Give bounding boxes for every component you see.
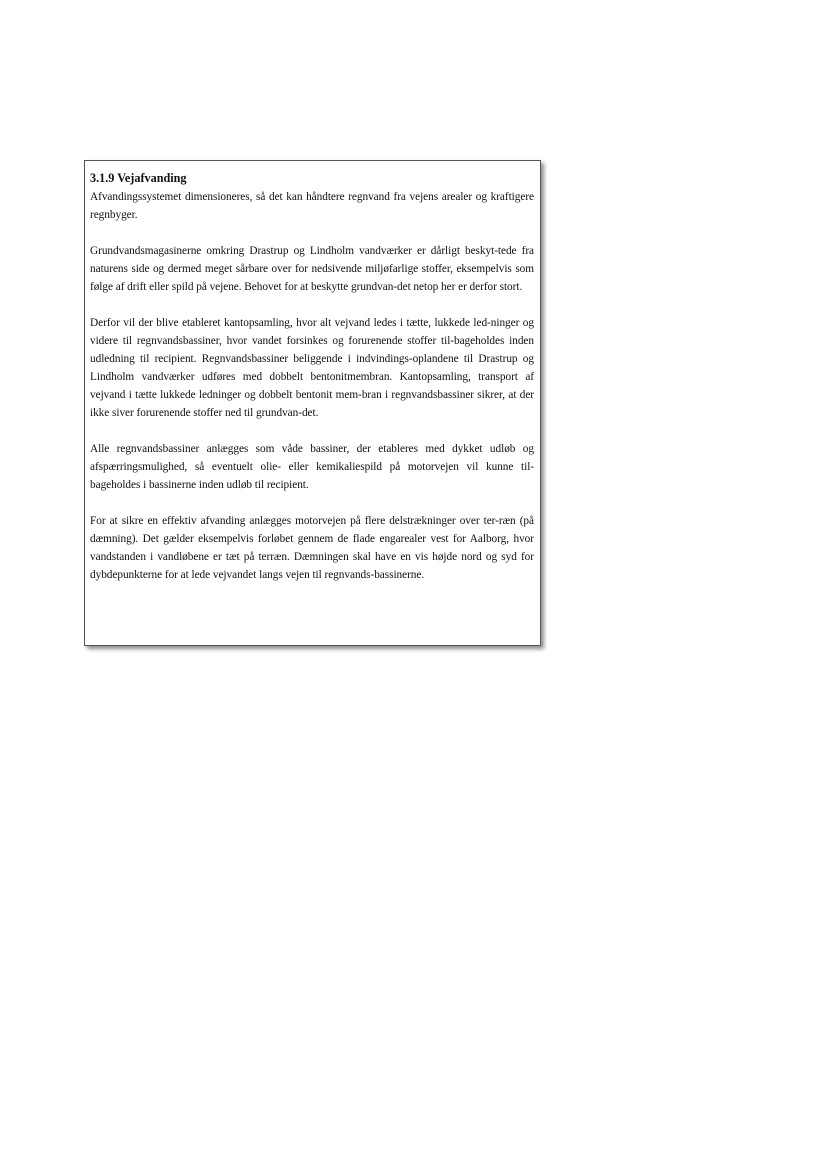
paragraph-wet-basins: Alle regnvandsbassiner anlægges som våde bassiner, der etableres med dykket udløb og afspærringsmulighed, så eventuelt olie- eller kemikaliespild på motorvejen vil kunne til-bageholdes i bassinerne inden udløb til recipient. (90, 443, 534, 491)
paragraph-groundwater: Grundvandsmagasinerne omkring Drastrup og Lindholm vandværker er dårligt beskyt-tede fra naturens side og dermed meget sårbare over for nedsivende miljøfarlige stoffer, eksempelvis som følge af drift eller spild på vejene. Behovet for at beskytte grundvan-det netop her er derfor stort. (90, 245, 534, 293)
paragraph-embankment: For at sikre en effektiv afvanding anlægges motorvejen på flere delstrækninger over ter-ræn (på dæmning). Det gælder eksempelvis forløbet gennem de flade engarealer vest for Aalborg, hvor vandstanden i vandløbene er tæt på terræn. Dæmningen skal have en vis højde nord og syd for dybdepunkterne for at lede vejvandet langs vejen til regnvands-bassinerne. (90, 515, 534, 581)
paragraph-edge-collection: Derfor vil der blive etableret kantopsamling, hvor alt vejvand ledes i tætte, lukkede led-ninger og videre til regnvandsbassiner, hvor vandet forsinkes og forurenende stoffer til-bageholdes inden udledning til recipient. Regnvandsbassiner beliggende i indvindings-oplandene til Drastrup og Lindholm vandværker udføres med dobbelt bentonitmembran. Kantopsamling, transport af vejvand i tætte lukkede ledninger og dobbelt bentonit mem-bran i regnvandsbassiner sikrer, at der ikke siver forurenende stoffer ned til grundvan-det. (90, 317, 534, 419)
section-heading: 3.1.9 Vejafvanding (90, 171, 187, 185)
paragraph-intro: Afvandingssystemet dimensioneres, så det kan håndtere regnvand fra vejens arealer og kraftigere regnbyger. (90, 191, 534, 221)
document-excerpt (84, 160, 541, 646)
